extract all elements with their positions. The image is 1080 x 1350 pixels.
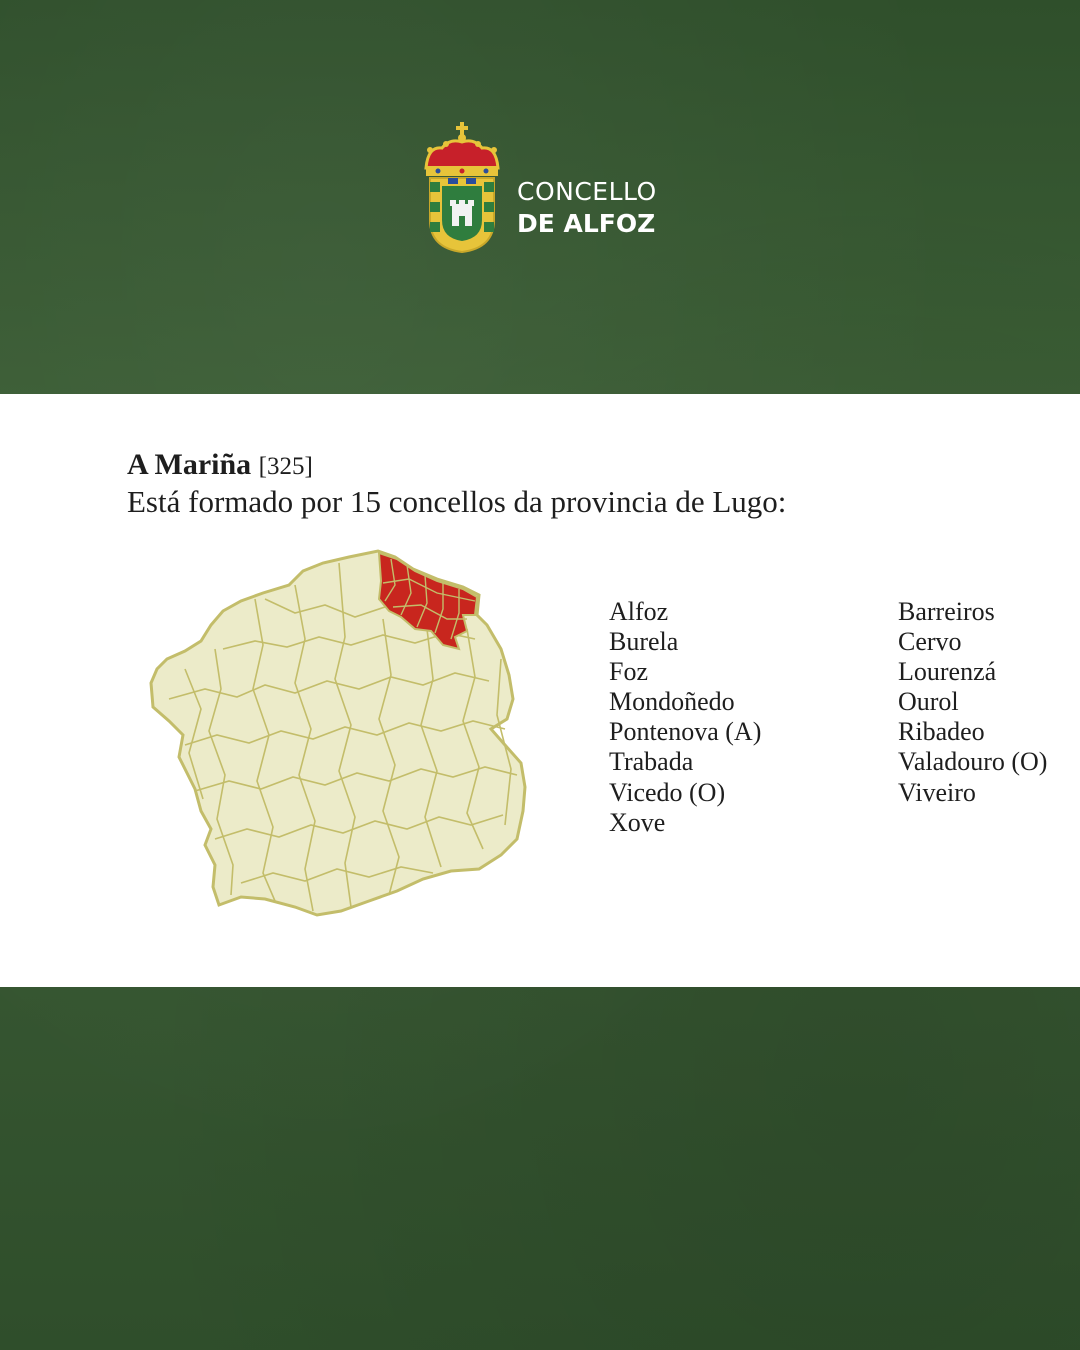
list-item: Ourol	[898, 687, 959, 717]
list-item: Valadouro (O)	[898, 747, 1048, 777]
list-item: Alfoz	[609, 597, 669, 626]
concello-logo	[420, 120, 680, 260]
list-item: Mondoñedo	[609, 687, 735, 717]
list-item: Xove	[609, 807, 666, 837]
list-item: Ribadeo	[898, 717, 985, 747]
brand-line-1: CONCELLO	[517, 177, 657, 206]
reference-link[interactable]: [325]	[258, 453, 313, 480]
list-item: Cervo	[898, 627, 962, 657]
panel-title	[127, 448, 313, 482]
content-panel	[0, 394, 1080, 987]
municipality-list-column-1	[609, 597, 761, 838]
region-name: A Mariña	[127, 448, 252, 481]
list-item: Trabada	[609, 747, 694, 777]
list-item: Burela	[609, 627, 679, 657]
panel-subtitle: Está formado por 15 concellos da provincia de Lugo:	[127, 484, 787, 519]
brand-line-2: DE ALFOZ	[517, 209, 656, 238]
brand-name	[517, 176, 657, 240]
municipality-list-column-2	[898, 597, 1047, 808]
list-item: Viveiro	[898, 777, 976, 807]
list-item: Pontenova (A)	[609, 717, 762, 747]
galicia-map	[145, 549, 535, 924]
list-item: Lourenzá	[898, 657, 997, 687]
list-item: Barreiros	[898, 597, 995, 626]
list-item: Vicedo (O)	[609, 777, 726, 807]
coat-of-arms-icon	[420, 120, 504, 256]
list-item: Foz	[609, 657, 648, 687]
